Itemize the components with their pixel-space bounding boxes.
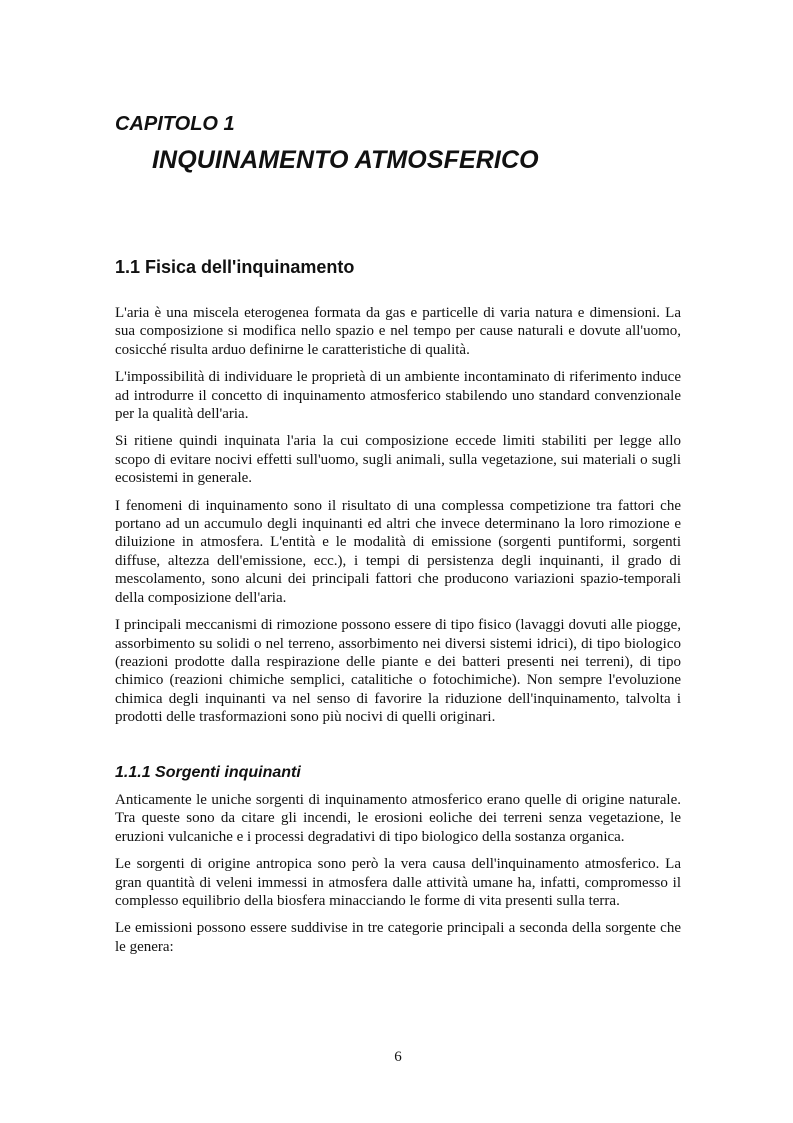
subsection-body (115, 791, 681, 965)
chapter-title: INQUINAMENTO ATMOSFERICO (152, 146, 539, 174)
section-body (115, 304, 681, 736)
subsection-heading: 1.1.1 Sorgenti inquinanti (115, 764, 301, 781)
paragraph: Anticamente le uniche sorgenti di inquinamento atmosferico erano quelle di origine naturale. Tra queste sono da citare gli incendi, le erosioni eoliche dei terreni senza vegetazione, le eruzioni vulcaniche e i processi degradativi di tipo biologico della sostanza organica. (115, 792, 681, 845)
paragraph: Le sorgenti di origine antropica sono però la vera causa dell'inquinamento atmosferico. La gran quantità di veleni immessi in atmosfera dalle attività umane ha, infatti, compromesso il complesso equilibrio della biosfera minacciando le forme di vita presenti sulla terra. (115, 856, 681, 910)
paragraph: L'impossibilità di individuare le proprietà di un ambiente incontaminato di riferimento induce ad introdurre il concetto di inquinamento atmosferico stabilendo uno standard convenzionale per la qualità dell'aria. (115, 369, 681, 423)
paragraph: Le emissioni possono essere suddivise in tre categorie principali a seconda della sorgente che le genera: (115, 920, 681, 955)
chapter-label: CAPITOLO 1 (115, 113, 235, 135)
page-number: 6 (394, 1049, 402, 1065)
paragraph: L'aria è una miscela eterogenea formata da gas e particelle di varia natura e dimensioni. La sua composizione si modifica nello spazio e nel tempo per cause naturali e dovute all'uomo, cosicché risulta arduo definirne le caratteristiche di qualità. (115, 305, 681, 358)
paragraph: Si ritiene quindi inquinata l'aria la cui composizione eccede limiti stabiliti per legge allo scopo di evitare nocivi effetti sull'uomo, sugli animali, sulla vegetazione, sui materiali o sugli ecosistemi in generale. (115, 433, 681, 487)
paragraph: I fenomeni di inquinamento sono il risultato di una complessa competizione tra fattori che portano ad un accumulo degli inquinanti ed altri che invece determinano la loro rimozione e diluizione in atmosfera. L'entità e le modalità di emissione (sorgenti puntiformi, sorgenti diffuse, altezza dell'emissione, ecc.), i tempi di persistenza degli inquinanti, il grado di mescolamento, sono alcuni dei principali fattori che producono variazioni spazio-temporali della composizione dell'aria. (115, 497, 681, 606)
section-heading: 1.1 Fisica dell'inquinamento (115, 257, 355, 277)
paragraph: I principali meccanismi di rimozione possono essere di tipo fisico (lavaggi dovuti alle piogge, assorbimento su solidi o nel terreno, assorbimento nei diversi sistemi idrici), di tipo biologico (reazioni prodotte dalla respirazione delle piante e dei batteri presenti nei terreni), di tipo chimico (reazioni chimiche semplici, catalitiche o fotochimiche). Non sempre l'evoluzione chimica degli inquinanti va nel senso di favorire la riduzione dell'inquinamento, talvolta i prodotti delle trasformazioni sono più nocivi di quelli originari. (115, 617, 681, 726)
